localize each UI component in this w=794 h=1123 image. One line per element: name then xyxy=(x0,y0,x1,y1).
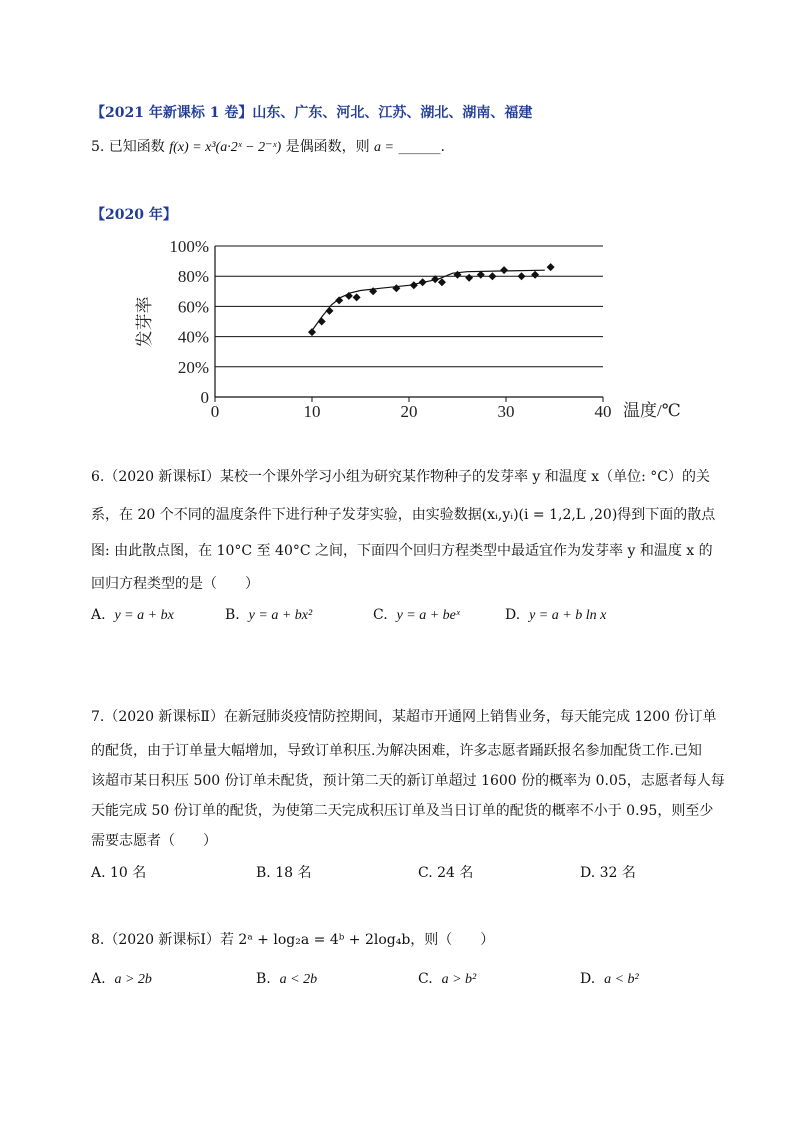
q5-blank: ______. xyxy=(398,139,445,155)
data-point xyxy=(500,266,508,274)
data-point xyxy=(392,284,400,292)
q6-line-3: 图: 由此散点图，在 10°C 至 40°C 之间，下面四个回归方程类型中最适宜作为发芽率 y 和温度 x 的 xyxy=(91,543,713,559)
data-point xyxy=(465,274,473,282)
data-point xyxy=(419,278,427,286)
q5-answer-var: a = xyxy=(374,140,394,155)
y-tick-label: 80% xyxy=(177,267,209,287)
q6-line-2: 系，在 20 个不同的温度条件下进行种子发芽实验，由实验数据(xᵢ,yᵢ)(i = 1,2,L ,20)得到下面的散点 xyxy=(91,507,716,523)
section-header-2021: 【2021 年新课标 1 卷】山东、广东、河北、江苏、湖北、湖南、福建 xyxy=(91,105,533,121)
data-points xyxy=(308,263,555,336)
data-point xyxy=(318,318,326,326)
q7-line-4: 天能完成 50 份订单的配货，为使第二天完成积压订单及当日订单的配货的概率不小于 0.95，则至少 xyxy=(91,803,714,819)
q8-stem: 8.（2020 新课标Ⅰ）若 2ᵃ + log₂a = 4ᵇ + 2log₄b，则（ ） xyxy=(91,932,495,948)
data-point xyxy=(531,271,539,279)
q7-option-d[interactable]: D. 32 名 xyxy=(580,865,636,881)
q7-line-5: 需要志愿者（ ） xyxy=(91,833,217,849)
x-tick-label: 40 xyxy=(594,402,612,421)
q7-line-1: 7.（2020 新课标Ⅱ）在新冠肺炎疫情防控期间，某超市开通网上销售业务，每天能完成 1200 份订单 xyxy=(91,709,717,725)
y-tick-labels xyxy=(169,237,209,407)
q7-option-a[interactable]: A. 10 名 xyxy=(91,865,147,881)
x-tick-labels xyxy=(211,397,612,421)
q8-option-d[interactable]: D. a < b² xyxy=(580,971,639,987)
q6-option-a[interactable]: A. y = a + bx xyxy=(91,607,174,623)
q6-option-c[interactable]: C. y = a + beˣ xyxy=(373,607,460,623)
y-axis-label: 发芽率 xyxy=(135,296,154,348)
chart-grid xyxy=(215,246,603,367)
chart-axes xyxy=(215,246,603,397)
question-5 xyxy=(91,136,445,156)
q7-option-c[interactable]: C. 24 名 xyxy=(418,865,474,881)
data-point xyxy=(410,281,418,289)
q6-option-d[interactable]: D. y = a + b ln x xyxy=(505,607,607,623)
q8-option-c[interactable]: C. a > b² xyxy=(418,971,477,987)
y-tick-label: 40% xyxy=(177,327,209,347)
germination-scatter-chart xyxy=(120,232,710,424)
data-point xyxy=(325,307,333,315)
q7-option-b[interactable]: B. 18 名 xyxy=(256,865,312,881)
x-tick-label: 0 xyxy=(210,402,220,421)
y-tick-label: 20% xyxy=(177,357,209,377)
x-tick-label: 10 xyxy=(303,402,321,421)
q6-line-1: 6.（2020 新课标Ⅰ）某校一个课外学习小组为研究某作物种子的发芽率 y 和温度 x（单位: °C）的关 xyxy=(91,469,710,485)
data-point xyxy=(308,328,316,336)
q5-formula: f(x) = x³(a·2ˣ − 2⁻ˣ) xyxy=(169,140,282,155)
q6-line-4: 回归方程类型的是（ ） xyxy=(91,576,259,592)
x-axis-label: 温度/℃ xyxy=(623,401,681,420)
section-header-2020: 【2020 年】 xyxy=(91,207,177,223)
q7-line-3: 该超市某日积压 500 份订单未配货，预计第二天的新订单超过 1600 份的概率为 0.05，志愿者每人每 xyxy=(91,773,725,789)
q5-suffix: 是偶函数，则 xyxy=(285,139,370,155)
data-point xyxy=(518,272,526,280)
q6-option-b[interactable]: B. y = a + bx² xyxy=(225,607,313,623)
y-tick-label: 100% xyxy=(169,237,209,256)
q7-line-2: 的配货，由于订单量大幅增加，导致订单积压.为解决困难，许多志愿者踊跃报名参加配货工作.已知 xyxy=(91,743,702,759)
data-point xyxy=(547,263,555,271)
q8-option-a[interactable]: A. a > 2b xyxy=(91,971,152,987)
q5-prefix: 5. 已知函数 xyxy=(91,139,165,155)
regression-curve xyxy=(312,270,545,330)
data-point xyxy=(438,278,446,286)
y-tick-label: 60% xyxy=(177,297,209,317)
data-point xyxy=(353,293,361,301)
x-tick-label: 20 xyxy=(400,402,418,421)
x-tick-label: 30 xyxy=(497,402,515,421)
data-point xyxy=(488,272,496,280)
y-tick-label: 0 xyxy=(200,388,209,407)
q8-option-b[interactable]: B. a < 2b xyxy=(256,971,318,987)
